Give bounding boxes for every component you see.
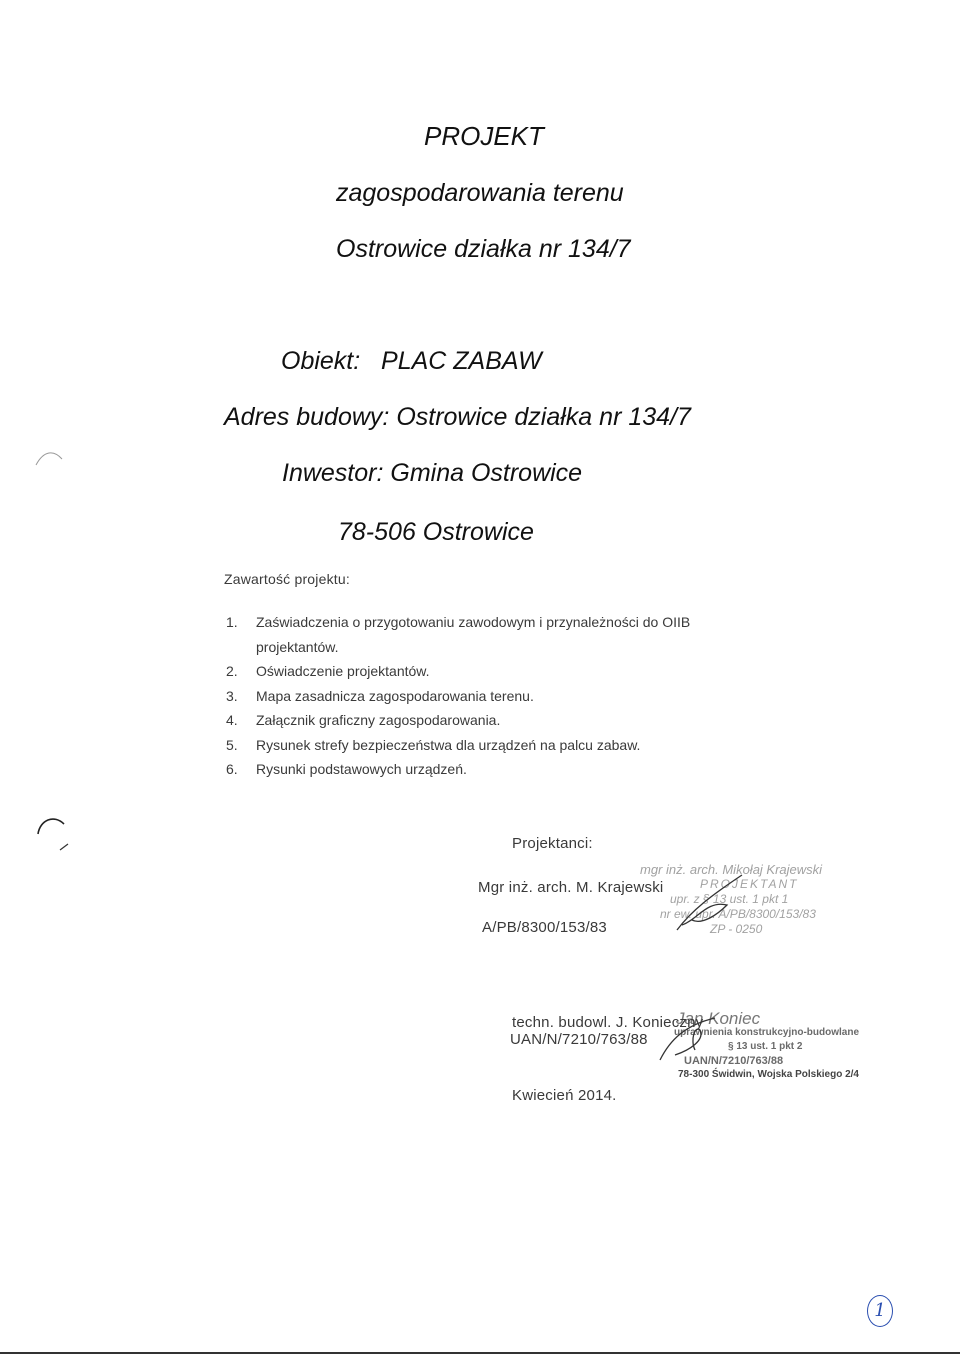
designer-2-name: techn. budowl. J. Konieczny	[512, 1014, 704, 1031]
scan-artifact	[34, 445, 74, 475]
punch-hole-mark	[34, 812, 74, 857]
contents-heading: Zawartość projektu:	[224, 571, 350, 587]
stamp-architect: mgr inż. arch. Mikołaj Krajewski PROJEKTANT upr. z § 13 ust. 1 pkt 1 nr ew. upr. A/PB/8300/153/83 ZP - 0250	[640, 862, 823, 936]
investor: Inwestor: Gmina Ostrowice	[282, 459, 583, 487]
construction-address: Adres budowy: Ostrowice działka nr 134/7	[224, 403, 691, 431]
document-location: Ostrowice działka nr 134/7	[336, 235, 631, 263]
bottom-edge-line	[0, 1352, 960, 1354]
document-title: PROJEKT	[424, 121, 544, 151]
signature-architect	[672, 870, 752, 940]
designer-1-name: Mgr inż. arch. M. Krajewski	[478, 879, 664, 896]
list-item: 5. Rysunek strefy bezpieczeństwa dla urządzeń na palcu zabaw.	[226, 736, 641, 753]
contents-list	[226, 610, 690, 782]
object-name: Obiekt: PLAC ZABAW	[281, 347, 542, 375]
document-date: Kwiecień 2014.	[512, 1087, 617, 1104]
page-number: 1	[867, 1295, 893, 1327]
list-item: 1. Zaświadczenia o przygotowaniu zawodowym i przynależności do OIIB projektantów.	[226, 614, 691, 655]
list-item: 4. Załącznik graficzny zagospodarowania.	[226, 712, 501, 728]
document-subtitle: zagospodarowania terenu	[336, 179, 624, 207]
designer-2-license: UAN/N/7210/763/88	[510, 1031, 648, 1048]
list-item: 3. Mapa zasadnicza zagospodarowania terenu.	[226, 687, 534, 704]
list-item: 2. Oświadczenie projektantów.	[226, 663, 430, 679]
designers-heading: Projektanci:	[512, 835, 593, 852]
stamp-technician: Jan Koniec uprawnienia konstrukcyjno-budowlane § 13 ust. 1 pkt 2 UAN/N/7210/763/88 78-300 Świdwin, Wojska Polskiego 2/4	[674, 1009, 860, 1080]
list-item: 6. Rysunki podstawowych urządzeń.	[226, 761, 467, 777]
designer-1-license: A/PB/8300/153/83	[482, 919, 607, 936]
investor-postal-address: 78-506 Ostrowice	[338, 518, 534, 546]
